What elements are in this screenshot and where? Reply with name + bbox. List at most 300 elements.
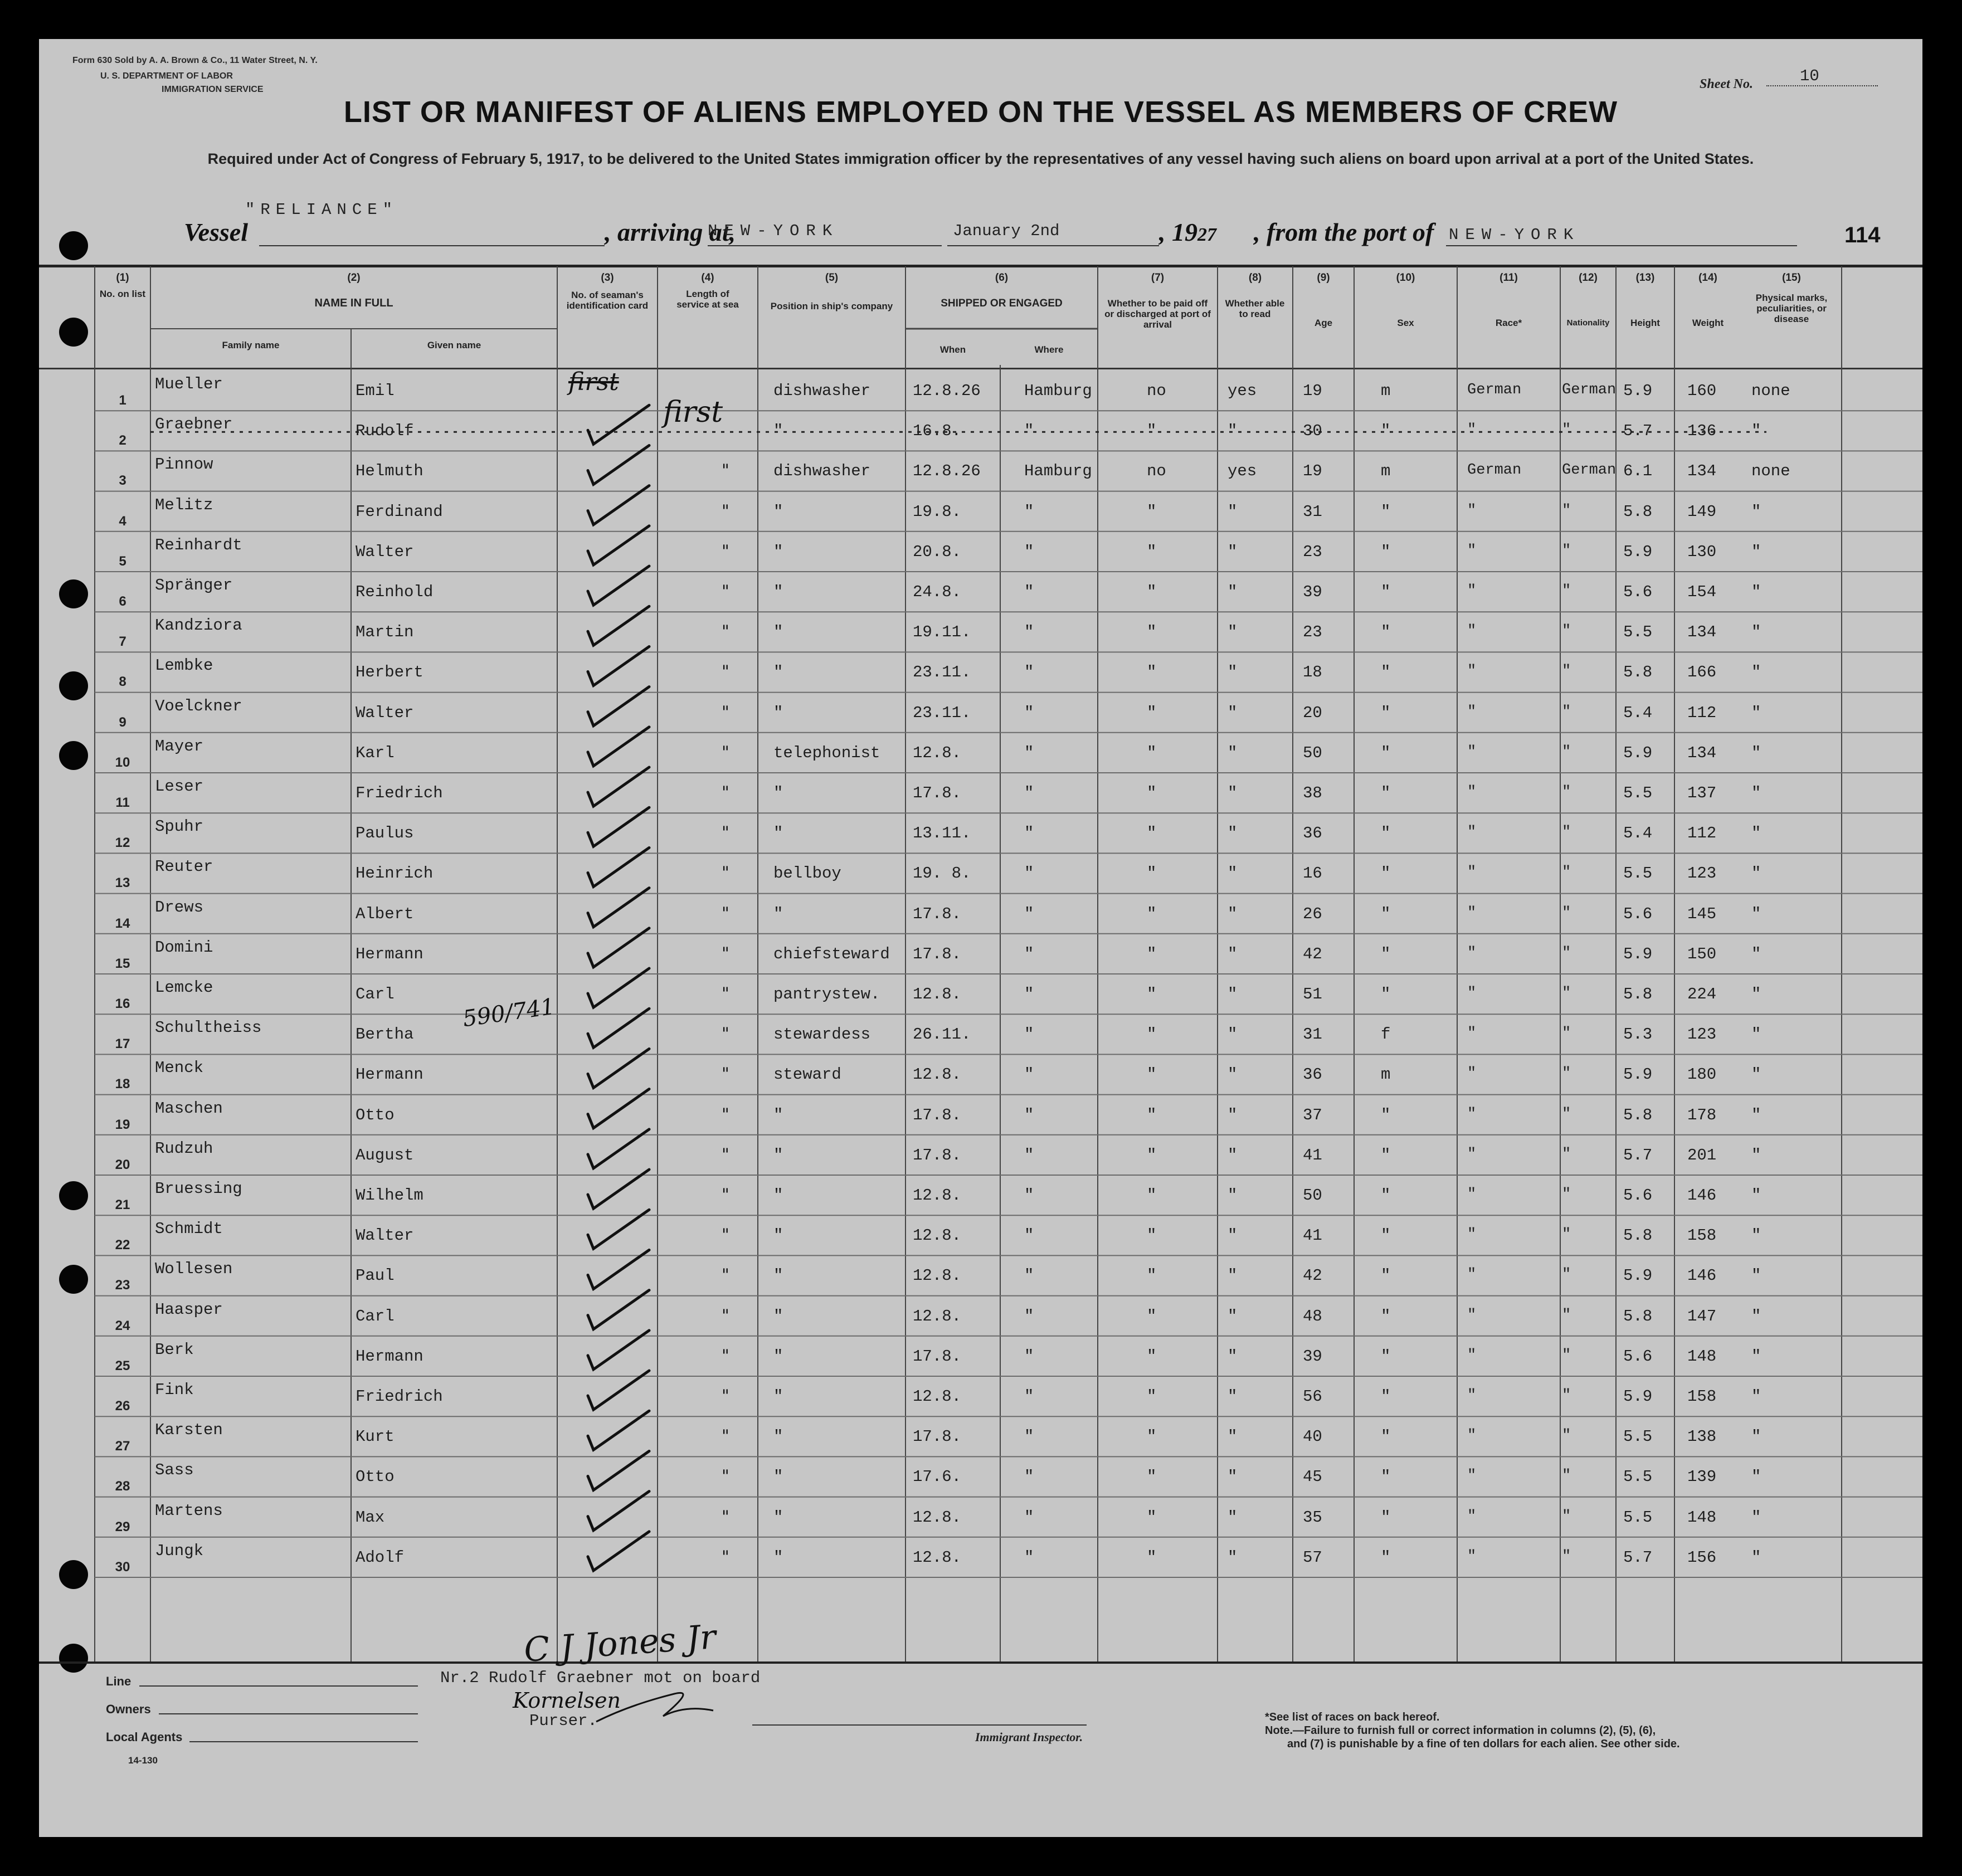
race-cell: " <box>1467 1508 1477 1525</box>
nationality-cell: " <box>1562 1186 1571 1203</box>
given-name-cell: Otto <box>356 1105 395 1124</box>
col-header-id-card: No. of seaman's identification card <box>566 290 649 311</box>
able-read-cell: " <box>1228 784 1238 802</box>
paid-off-cell: " <box>1147 1508 1157 1527</box>
shipped-where-cell: " <box>1024 542 1034 561</box>
col-header-where: Where <box>1034 344 1064 355</box>
marks-cell: " <box>1751 824 1761 843</box>
row-number: 17 <box>115 1036 130 1052</box>
given-name-cell: Kurt <box>356 1427 395 1446</box>
family-name-cell: Lembke <box>155 656 213 675</box>
able-read-cell: " <box>1228 743 1238 762</box>
shipped-when-cell: 12.8.26 <box>913 382 981 400</box>
age-cell: 20 <box>1303 703 1322 722</box>
height-cell: 5.5 <box>1623 1508 1653 1527</box>
table-row <box>39 1537 1922 1577</box>
nationality-cell: " <box>1562 743 1571 761</box>
col-number: (3) <box>601 272 614 284</box>
height-cell: 5.5 <box>1623 1427 1653 1446</box>
family-name-cell: Schmidt <box>155 1220 223 1239</box>
shipped-where-cell: " <box>1024 1025 1034 1044</box>
marks-cell: " <box>1751 422 1761 441</box>
shipped-when-cell: 16.8. <box>913 422 962 441</box>
able-read-cell: " <box>1228 703 1238 722</box>
weight-cell: 134 <box>1687 462 1717 481</box>
table-row <box>39 1095 1922 1135</box>
race-cell: " <box>1467 985 1477 1002</box>
race-cell: " <box>1467 1468 1477 1485</box>
marks-cell: " <box>1751 1186 1761 1205</box>
height-cell: 5.6 <box>1623 1347 1653 1366</box>
nationality-cell: " <box>1562 1065 1571 1083</box>
height-cell: 5.8 <box>1623 1105 1653 1124</box>
weight-cell: 139 <box>1687 1468 1717 1487</box>
service-ditto: " <box>722 461 729 481</box>
able-read-cell: " <box>1228 542 1238 561</box>
age-cell: 39 <box>1303 1347 1322 1366</box>
nationality-cell: " <box>1562 985 1571 1002</box>
sex-cell: m <box>1381 462 1391 481</box>
weight-cell: 137 <box>1687 784 1717 802</box>
family-name-cell: Reinhardt <box>155 535 242 554</box>
paid-off-cell: " <box>1147 663 1157 682</box>
family-name-cell: Menck <box>155 1059 204 1078</box>
paid-off-cell: " <box>1147 864 1157 883</box>
nationality-cell: " <box>1562 1347 1571 1364</box>
struck-first-annotation: first <box>568 368 619 396</box>
table-row <box>39 693 1922 733</box>
race-cell: " <box>1467 1226 1477 1244</box>
nationality-cell: " <box>1562 824 1571 841</box>
nationality-cell: " <box>1562 583 1571 600</box>
race-cell: " <box>1467 1105 1477 1123</box>
vessel-label: Vessel <box>184 218 248 246</box>
given-name-cell: Friedrich <box>356 784 443 802</box>
position-cell: bellboy <box>773 864 841 883</box>
service-ditto: " <box>722 1426 729 1446</box>
shipped-where-cell: " <box>1024 663 1034 682</box>
col-header-nationality: Nationality <box>1566 318 1610 328</box>
shipped-when-cell: 24.8. <box>913 583 962 601</box>
shipped-where-cell: " <box>1024 904 1034 923</box>
age-cell: 48 <box>1303 1307 1322 1326</box>
sex-cell: " <box>1381 1468 1391 1487</box>
shipped-where-cell: " <box>1024 1548 1034 1567</box>
sex-cell: " <box>1381 1186 1391 1205</box>
inspector-label: Immigrant Inspector. <box>975 1730 1083 1744</box>
nationality-cell: " <box>1562 784 1571 801</box>
service-ditto: " <box>722 1305 729 1326</box>
shipped-where-cell: " <box>1024 502 1034 521</box>
service-ditto: " <box>722 943 729 963</box>
table-row <box>39 1336 1922 1376</box>
marks-cell: " <box>1751 904 1761 923</box>
row-number: 24 <box>115 1318 130 1333</box>
shipped-where-cell: " <box>1024 864 1034 883</box>
able-read-cell: " <box>1228 422 1238 441</box>
department-imprint: U. S. DEPARTMENT OF LABOR <box>100 71 233 81</box>
race-cell: German <box>1467 382 1522 398</box>
col-number: (12) <box>1579 272 1598 284</box>
height-cell: 5.7 <box>1623 1146 1653 1164</box>
able-read-cell: " <box>1228 1146 1238 1164</box>
height-cell: 5.6 <box>1623 1186 1653 1205</box>
shipped-where-cell: " <box>1024 1508 1034 1527</box>
height-cell: 5.9 <box>1623 382 1653 400</box>
shipped-when-cell: 17.8. <box>913 1146 962 1164</box>
position-cell: " <box>773 623 783 642</box>
line-label: Line <box>106 1674 132 1688</box>
position-cell: " <box>773 1427 783 1446</box>
age-cell: 50 <box>1303 1186 1322 1205</box>
height-cell: 5.3 <box>1623 1025 1653 1044</box>
row-number: 22 <box>115 1237 130 1253</box>
age-cell: 31 <box>1303 502 1322 521</box>
able-read-cell: " <box>1228 583 1238 601</box>
table-row <box>39 894 1922 934</box>
form-number: 14-130 <box>128 1755 158 1766</box>
table-row <box>39 451 1922 491</box>
col-header-sex: Sex <box>1397 318 1414 328</box>
given-name-cell: Paulus <box>356 824 414 843</box>
height-cell: 5.7 <box>1623 1548 1653 1567</box>
marks-cell: " <box>1751 1146 1761 1164</box>
height-cell: 5.6 <box>1623 904 1653 923</box>
col-header-no: No. on list <box>99 289 146 299</box>
height-cell: 5.4 <box>1623 824 1653 843</box>
sex-cell: m <box>1381 1065 1391 1084</box>
paid-off-cell: " <box>1147 784 1157 802</box>
table-row <box>39 974 1922 1014</box>
age-cell: 16 <box>1303 864 1322 883</box>
family-name-cell: Kandziora <box>155 616 242 635</box>
position-cell: telephonist <box>773 743 880 762</box>
age-cell: 31 <box>1303 1025 1322 1044</box>
position-cell: " <box>773 1468 783 1487</box>
family-name-cell: Domini <box>155 938 213 957</box>
weight-cell: 146 <box>1687 1186 1717 1205</box>
position-cell: " <box>773 422 783 441</box>
sex-cell: " <box>1381 542 1391 561</box>
position-cell: " <box>773 1226 783 1245</box>
paid-off-cell: " <box>1147 1065 1157 1084</box>
service-ditto: " <box>722 1265 729 1285</box>
service-ditto: " <box>722 1346 729 1366</box>
given-name-cell: Otto <box>356 1468 395 1487</box>
height-cell: 5.8 <box>1623 1226 1653 1245</box>
able-read-cell: " <box>1228 663 1238 682</box>
nationality-cell: " <box>1562 623 1571 640</box>
nationality-cell: " <box>1562 1508 1571 1525</box>
shipped-where-cell: " <box>1024 1266 1034 1285</box>
height-cell: 5.5 <box>1623 623 1653 642</box>
height-cell: 5.5 <box>1623 1468 1653 1487</box>
age-cell: 41 <box>1303 1226 1322 1245</box>
sex-cell: " <box>1381 864 1391 883</box>
sex-cell: " <box>1381 703 1391 722</box>
row-number: 14 <box>115 915 130 931</box>
weight-cell: 201 <box>1687 1146 1717 1164</box>
marks-cell: " <box>1751 703 1761 722</box>
marks-cell: " <box>1751 1347 1761 1366</box>
age-cell: 39 <box>1303 583 1322 601</box>
family-name-cell: Rudzuh <box>155 1139 213 1158</box>
position-cell: pantrystew. <box>773 985 880 1003</box>
position-cell: " <box>773 1307 783 1326</box>
row-number: 23 <box>115 1278 130 1293</box>
sex-cell: " <box>1381 1387 1391 1406</box>
race-cell: " <box>1467 1548 1477 1565</box>
age-cell: 50 <box>1303 743 1322 762</box>
age-cell: 36 <box>1303 824 1322 843</box>
shipped-where-cell: " <box>1024 1186 1034 1205</box>
shipped-when-cell: 12.8.26 <box>913 462 981 481</box>
service-ditto: " <box>722 541 729 561</box>
given-name-cell: Walter <box>356 542 414 561</box>
nationality-cell: " <box>1562 1468 1571 1485</box>
marks-cell: " <box>1751 1468 1761 1487</box>
height-cell: 5.9 <box>1623 944 1653 963</box>
race-cell: " <box>1467 1347 1477 1364</box>
given-name-cell: Helmuth <box>356 462 423 481</box>
age-cell: 51 <box>1303 985 1322 1003</box>
marks-cell: " <box>1751 743 1761 762</box>
shipped-when-cell: 17.8. <box>913 784 962 802</box>
weight-cell: 148 <box>1687 1508 1717 1527</box>
arriving-label: , arriving at, <box>605 218 736 246</box>
given-name-cell: Carl <box>356 1307 395 1326</box>
service-ditto: " <box>722 1507 729 1527</box>
marks-cell: " <box>1751 1105 1761 1124</box>
age-cell: 38 <box>1303 784 1322 802</box>
nationality-cell: " <box>1562 422 1571 439</box>
nationality-cell: " <box>1562 502 1571 519</box>
table-row <box>39 572 1922 612</box>
row-number: 6 <box>119 594 126 609</box>
shipped-where-cell: " <box>1024 985 1034 1003</box>
service-ditto: " <box>722 823 729 843</box>
family-name-cell: Sass <box>155 1461 194 1480</box>
shipped-where-cell: " <box>1024 1105 1034 1124</box>
marks-cell: " <box>1751 1266 1761 1285</box>
vessel-name: "RELIANCE" <box>245 201 398 219</box>
row-number: 15 <box>115 956 130 971</box>
table-row <box>39 1175 1922 1215</box>
col-number: (5) <box>825 272 839 284</box>
nationality-cell: " <box>1562 542 1571 559</box>
shipped-where-cell: " <box>1024 944 1034 963</box>
sex-cell: " <box>1381 583 1391 601</box>
age-cell: 42 <box>1303 944 1322 963</box>
row-number: 5 <box>119 553 126 569</box>
col-header-read: Whether able to read <box>1225 298 1285 319</box>
weight-cell: 160 <box>1687 382 1717 400</box>
purser-label: Purser. <box>529 1712 597 1730</box>
position-cell: chiefsteward <box>773 944 890 963</box>
able-read-cell: " <box>1228 1468 1238 1487</box>
able-read-cell: yes <box>1228 462 1257 481</box>
sex-cell: " <box>1381 944 1391 963</box>
race-cell: " <box>1467 904 1477 922</box>
able-read-cell: " <box>1228 1025 1238 1044</box>
able-read-cell: " <box>1228 502 1238 521</box>
table-row <box>39 1255 1922 1295</box>
nationality-cell: " <box>1562 1307 1571 1324</box>
height-cell: 5.9 <box>1623 1065 1653 1084</box>
shipped-where-cell: " <box>1024 583 1034 601</box>
service-ditto: " <box>722 1547 729 1567</box>
weight-cell: 149 <box>1687 502 1717 521</box>
height-cell: 5.9 <box>1623 1266 1653 1285</box>
page-subtitle: Required under Act of Congress of February 5, 1917, to be delivered to the United States immigration officer by the representatives of any vessel having such aliens on board upon arrival at a port of the United States. <box>207 150 1754 167</box>
shipped-where-cell: " <box>1024 824 1034 843</box>
shipped-where-cell: " <box>1024 703 1034 722</box>
col-number: (8) <box>1248 272 1262 284</box>
weight-cell: 156 <box>1687 1548 1717 1567</box>
age-cell: 30 <box>1303 422 1322 441</box>
nationality-cell: German <box>1562 382 1617 398</box>
service-ditto: " <box>722 1225 729 1245</box>
service-ditto: " <box>722 1064 729 1084</box>
shipped-when-cell: 23.11. <box>913 663 971 682</box>
row-number: 28 <box>115 1479 130 1494</box>
paid-off-cell: " <box>1147 422 1157 441</box>
nationality-cell: " <box>1562 904 1571 922</box>
from-port-label: , from the port of <box>1254 218 1434 246</box>
col-number: (7) <box>1151 272 1165 284</box>
shipped-when-cell: 12.8. <box>913 1186 962 1205</box>
height-cell: 5.5 <box>1623 864 1653 883</box>
shipped-where-cell: " <box>1024 743 1034 762</box>
paid-off-cell: " <box>1147 944 1157 963</box>
height-cell: 5.9 <box>1623 743 1653 762</box>
service-ditto: " <box>722 662 729 682</box>
weight-cell: 166 <box>1687 663 1717 682</box>
first-annotation: first <box>663 396 723 429</box>
shipped-when-cell: 12.8. <box>913 1307 962 1326</box>
row-number: 20 <box>115 1157 130 1172</box>
sex-cell: " <box>1381 1146 1391 1164</box>
family-name-cell: Pinnow <box>155 455 213 474</box>
shipped-where-cell: Hamburg <box>1024 462 1092 481</box>
family-name-cell: Fink <box>155 1381 194 1399</box>
age-cell: 35 <box>1303 1508 1322 1527</box>
position-cell: " <box>773 542 783 561</box>
paid-off-cell: " <box>1147 1146 1157 1164</box>
sex-cell: f <box>1381 1025 1391 1044</box>
sex-cell: " <box>1381 824 1391 843</box>
row-number: 3 <box>119 473 126 489</box>
shipped-when-cell: 12.8. <box>913 1065 962 1084</box>
page-title: LIST OR MANIFEST OF ALIENS EMPLOYED ON THE VESSEL AS MEMBERS OF CREW <box>343 95 1618 129</box>
able-read-cell: " <box>1228 1105 1238 1124</box>
row-number: 16 <box>115 996 130 1011</box>
paid-off-cell: " <box>1147 1105 1157 1124</box>
arriving-port: NEW-YORK <box>708 222 839 240</box>
given-name-cell: August <box>356 1146 414 1164</box>
age-cell: 37 <box>1303 1105 1322 1124</box>
family-name-cell: Martens <box>155 1501 223 1520</box>
marks-cell: " <box>1751 502 1761 521</box>
given-name-cell: Carl <box>356 985 395 1003</box>
position-cell: " <box>773 824 783 843</box>
col-number: (14) <box>1698 272 1717 284</box>
position-cell: " <box>773 1105 783 1124</box>
able-read-cell: " <box>1228 904 1238 923</box>
age-cell: 18 <box>1303 663 1322 682</box>
height-cell: 5.8 <box>1623 663 1653 682</box>
sex-cell: " <box>1381 663 1391 682</box>
weight-cell: 147 <box>1687 1307 1717 1326</box>
row-number: 21 <box>115 1197 130 1212</box>
service-ditto: " <box>722 582 729 601</box>
sex-cell: " <box>1381 743 1391 762</box>
row-number: 7 <box>119 634 126 650</box>
sex-cell: " <box>1381 1347 1391 1366</box>
family-name-cell: Spränger <box>155 576 233 595</box>
height-cell: 5.7 <box>1623 422 1653 441</box>
position-cell: " <box>773 1266 783 1285</box>
given-name-cell: Martin <box>356 623 414 642</box>
race-cell: German <box>1467 462 1522 479</box>
height-cell: 5.9 <box>1623 542 1653 561</box>
service-ditto: " <box>722 1466 729 1487</box>
family-name-cell: Voelckner <box>155 696 242 715</box>
table-row <box>39 934 1922 974</box>
marks-cell: " <box>1751 623 1761 642</box>
row-number: 26 <box>115 1399 130 1414</box>
year-prefix: , 1927 <box>1159 218 1216 246</box>
sex-cell: " <box>1381 904 1391 923</box>
id-number-annotation: 590/741 <box>461 993 557 1032</box>
service-ditto: " <box>722 1144 729 1164</box>
shipped-where-cell: " <box>1024 784 1034 802</box>
given-name-cell: Walter <box>356 1226 414 1245</box>
col-number: (11) <box>1500 272 1518 284</box>
marks-cell: " <box>1751 784 1761 802</box>
able-read-cell: yes <box>1228 382 1257 400</box>
given-name-cell: Hermann <box>356 1065 423 1084</box>
position-cell: " <box>773 663 783 682</box>
shipped-where-cell: " <box>1024 1387 1034 1406</box>
weight-cell: 112 <box>1687 703 1717 722</box>
able-read-cell: " <box>1228 1307 1238 1326</box>
sex-cell: " <box>1381 1307 1391 1326</box>
col-header-given: Given name <box>427 340 481 350</box>
weight-cell: 158 <box>1687 1226 1717 1245</box>
marks-cell: " <box>1751 1548 1761 1567</box>
race-cell: " <box>1467 1387 1477 1404</box>
weight-cell: 224 <box>1687 985 1717 1003</box>
paid-off-cell: " <box>1147 502 1157 521</box>
height-cell: 5.8 <box>1623 1307 1653 1326</box>
table-row <box>39 853 1922 893</box>
race-cell: " <box>1467 1186 1477 1203</box>
nationality-cell: " <box>1562 1025 1571 1042</box>
sex-cell: " <box>1381 1427 1391 1446</box>
sex-cell: " <box>1381 623 1391 642</box>
table-row <box>39 532 1922 572</box>
given-name-cell: Adolf <box>356 1548 405 1567</box>
table-row <box>39 612 1922 652</box>
nationality-cell: " <box>1562 1548 1571 1565</box>
able-read-cell: " <box>1228 1427 1238 1446</box>
paid-off-cell: " <box>1147 985 1157 1003</box>
note-fine: and (7) is punishable by a fine of ten dollars for each alien. See other side. <box>1287 1738 1680 1750</box>
family-name-cell: Graebner <box>155 415 233 434</box>
owners-label: Owners <box>106 1702 151 1716</box>
age-cell: 26 <box>1303 904 1322 923</box>
